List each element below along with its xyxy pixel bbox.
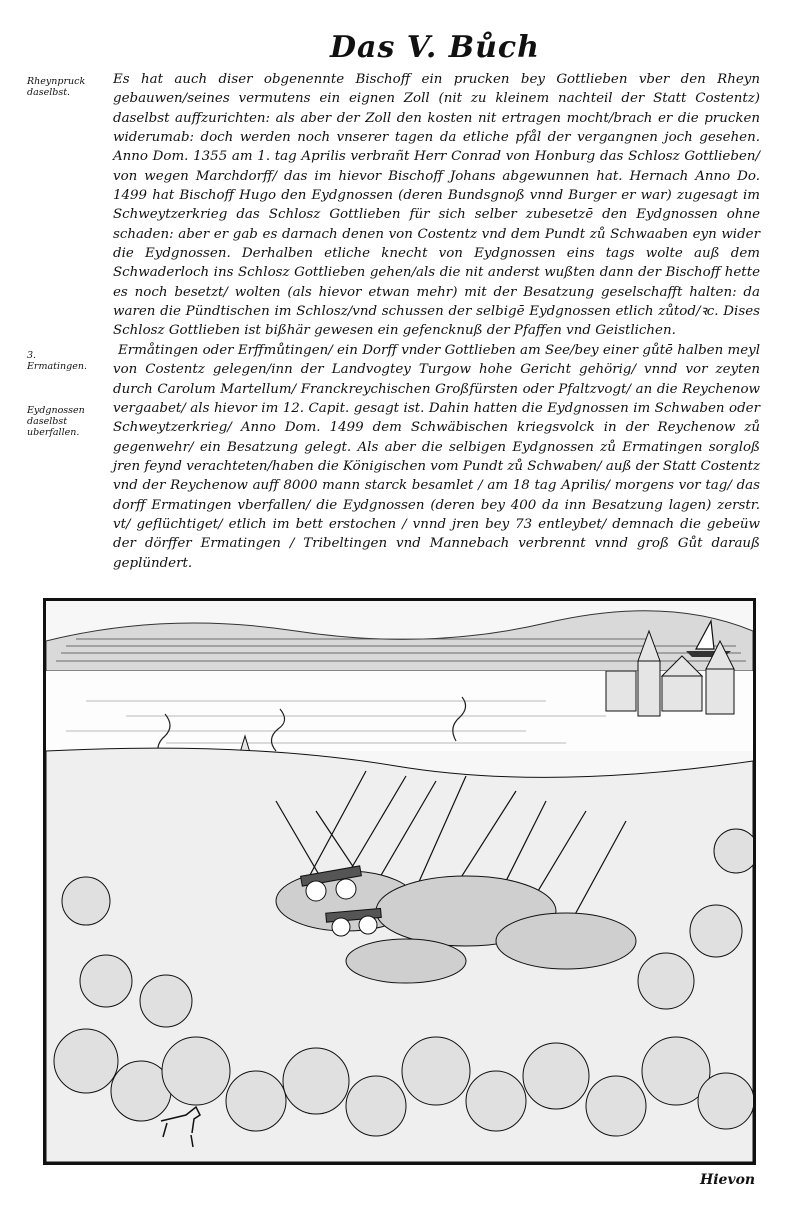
woodcut-illustration	[43, 598, 756, 1165]
paragraph-gottlieben: Es hat auch diser obgenennte Bischoff ein prucken bey Gottlieben vber den Rheyn gebauwen/seines vermutens ein eignen Zoll (nit zu kleinem nachteil der Statt Costentz) daselbst auffzurichten: als aber der Zoll den kosten nit ertragen mocht/brach er die prucken widerumab: doch werden noch vnserer tagen da etliche pfål der vergangnen joch gesehen. Anno Dom. 1355 am 1. tag Aprilis verbrañt Herr Conrad von Honburg das Schlosz Gottlieben/ von wegen Marchdorff/ das im hievor Bischoff Johans abgewunnen hat. Hernach Anno Do. 1499 hat Bischoff Hugo den Eydgnossen (deren Bundsgnoß vnnd Burger er war) zugesagt im Schweytzerkrieg das Schlosz Gottlieben für sich selber zubesetzē den Eydgnossen ohne schaden: aber er gab es darnach denen von Costentz vnd dem Pundt zů Schwaaben eyn wider die Eydgnossen. Derhalben etliche knecht von Eydgnossen eins tags wolte auß dem Schwaderloch ins Schlosz Gottlieben gehen/als die nit anderst wußten dann der Bischoff hette es noch besetzt/ wolten (als hievor etwan mehr) mit der Besatzung geselschafft halten: da waren die Pündtischen im Schlosz/vnd schussen der selbigē Eydgnossen etlich zůtod/ꝛc. Dises Schlosz Gottlieben ist bißhär gewesen ein gefencknuß der Pfaffen vnd Geistlichen.	[113, 72, 760, 339]
margin-note-attack: Eydgnossen daselbst uberfallen.	[27, 405, 85, 438]
margin-note-bridge: Rheynpruck daselbst.	[27, 76, 86, 98]
catchword: Hievon	[700, 1172, 756, 1188]
paragraph-ermatingen: Ermåtingen oder Erffmůtingen/ ein Dorff vnder Gottlieben am See/bey einer gůtē halben meyl von Costentz gelegen/inn der Landvogtey Turgow hohe Gericht gehörig/ vnnd vor zeyten durch Carolum Martellum/ Franckreychischen Großfürsten oder Pfaltzvogt/ an die Reychenow vergaabet/ als hievor im 12. Capit. gesagt ist. Dahin hatten die Eydgnossen im Schwaben oder Schweytzerkrieg/ Anno Dom. 1499 dem Schwäbischen kriegsvolck in der Reychenow zů gegenwehr/ ein Besatzung gelegt. Als aber die selbigen Eydgnossen zů Ermatingen sorgloß jren feynd verachteten/haben die Königischen vom Pundt zů Schwaben/ auß der Statt Costentz vnd der Reychenow auff 8000 mann starck besamlet / am 18 tag Aprilis/ morgens vor tag/ das dorff Ermatingen vberfallen/ die Eydgnossen (deren bey 400 da inn Besatzung lagen) zerstr. vt/ geflüchtiget/ etlich im bett erstochen / vnnd jren bey 73 entleybet/ demnach die gebeüw der dörffer Ermatingen / Tribeltingen vnd Mannebach verbrennt vnnd groß Gůt darauß geplündert.	[113, 342, 760, 571]
body-text	[113, 70, 760, 573]
battle-scene-woodcut	[46, 601, 753, 1162]
page-header: Das V. Bůch	[330, 30, 540, 65]
margin-note-ermatingen: 3. Ermatingen.	[27, 350, 87, 372]
